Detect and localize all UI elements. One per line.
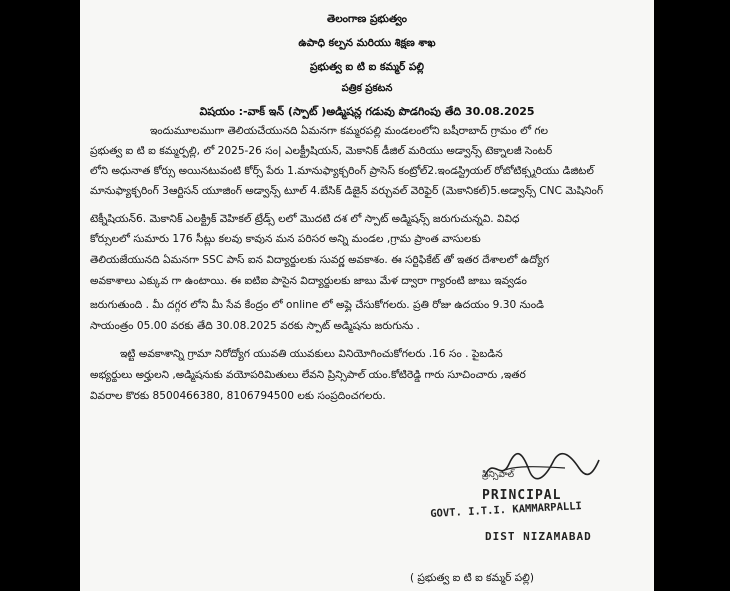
footer-institute: ( ప్రభుత్వ ఐ టి ఐ కమ్మర్ పల్లి) [410,572,534,584]
stamp-institute: GOVT. I.T.I. KAMMARPALLI [430,500,583,520]
paragraph2-line: వివరాల కొరకు 8500466380, 8106794500 లకు సంప్రదించగలరు. [90,390,386,402]
stamp-principal: PRINCIPAL [482,488,562,503]
paragraph1-line: తెలియజేయునది ఏమనగా SSC పాస్ ఐన విద్యార్థులకు సువర్ణ అవకాశం. ఈ సర్టిఫికేట్ తో ఇతర దేశాలలో ఉద్యోగ [90,254,550,266]
document-page [80,0,654,591]
paragraph1-line: జరుగుతుంది . మీ దగ్గర లోని మీ సేవ కేంద్రం లో online లో అప్లై చేసుకోగలరు. ప్రతి రోజు ఉదయం 9.30 నుండి [90,299,544,311]
paragraph2-line: అభ్యర్థులు అర్హులని ,అడ్మిషనుకు వయోపరిమితులు లేవని ప్రిన్సిపాల్ యం.కోటిరెడ్డి గారు సూచించారు ,ఇతర [90,369,526,381]
paragraph1-line: ఇందుమూలముగా తెలియచేయునది ఏమనగా కమ్మరపల్లి మండలంలోని బషీరాబాద్ గ్రామం లో గల [150,125,549,137]
paragraph1-line: ప్రభుత్వ ఐ టి ఐ కమ్మర్పల్లి, లో 2025-26 సం| ఎలక్ట్రీషియన్, మెకానిక్ డీజిల్ మరియు అడ్వాన్స్ టెక్నాలజీ సెంటర్ [90,145,553,157]
paragraph1-line: లోని అధునాత కోర్సు అయినటువంటి కోర్స్ పేరు 1.మానుఫ్యాక్చరింగ్ ప్రాసెస్ కంట్రోల్2.ఇండస్ట్రియల్ రోబోటిక్స్మరియు డిజిటల్ [90,165,594,177]
paragraph1-line: సాయంత్రం 05.00 వరకు తేది 30.08.2025 వరకు స్పాట్ అడ్మిషను జరుగును . [90,320,420,332]
paragraph2-line: ఇట్టి అవకాశాన్ని గ్రామా నిరోద్యోగ యువతి యువకులు వినియోగించుకోగలరు .16 సం . పైబడిన [120,348,503,360]
header-institute: ప్రభుత్వ ఐ టి ఐ కమ్మర్ పల్లి [310,61,424,73]
paragraph1-line: టెక్నీషియన్6. మెకానిక్ ఎలక్ట్రిక్ వెహికల్ ట్రేడ్స్ లలో మొదటి దశ లో స్పాట్ అడ్మిషన్స్ జరుగుచున్నవి. వివిధ [90,213,520,225]
paragraph1-line: మానుఫ్యాక్చరింగ్ 3ఆర్టిసన్ యూజింగ్ అడ్వాన్స్ టూల్ 4.బేసిక్ డిజైన్ వర్చువల్ వెరిఫైర్ (మెకానికల్)5.అడ్వాన్స్ CNC మెషినింగ్ [90,185,604,197]
header-department: ఉపాధి కల్పన మరియు శిక్షణ శాఖ [298,37,436,49]
stamp-district: DIST NIZAMABAD [485,530,592,543]
signature-scribble-icon [475,448,605,488]
paragraph1-line: కోర్సులలో సుమారు 176 సీట్లు కలవు కావున మన పరిసర అన్ని మండల ,గ్రామ ప్రాంత వాసులకు [90,233,481,245]
paragraph1-line: అవకాశాలు ఎక్కువ గా ఉంటాయి. ఈ ఐటిఐ పాసైన విద్యార్థులకు జాబు మేళ ద్వారా గ్యారంటి జాబు ఇవ్వడం [90,275,527,287]
signature-label: ప్రిన్సిపాల్ [482,470,514,480]
header-government: తెలంగాణ ప్రభుత్వం [327,13,407,25]
header-press-note: పత్రిక ప్రకటన [341,83,393,94]
subject-line: విషయం :-వాక్ ఇన్ (స్పాట్ )అడ్మిషన్ల గడువు పొడగింపు తేది 30.08.2025 [199,105,535,118]
